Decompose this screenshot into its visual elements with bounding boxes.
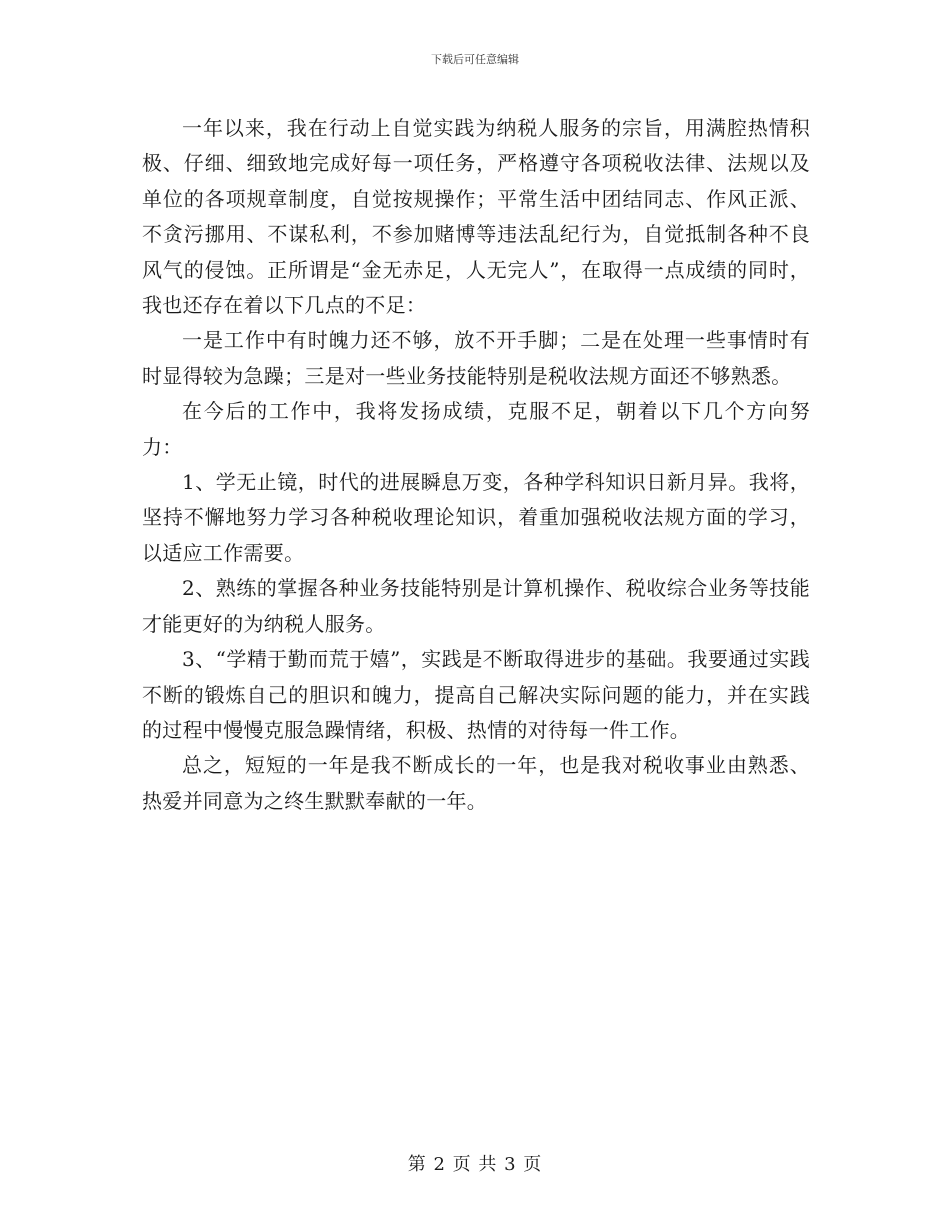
- document-body: [142, 111, 810, 819]
- paragraph-intro: 一年以来，我在行动上自觉实践为纳税人服务的宗旨，用满腔热情积极、仔细、细致地完成好每一项任务，严格遵守各项税收法律、法规以及单位的各项规章制度，自觉按规操作；平常生活中团结同志、作风正派、不贪污挪用、不谋私利，不参加赌博等违法乱纪行为，自觉抵制各种不良风气的侵蚀。正所谓是“金无赤足，人无完人”，在取得一点成绩的同时，我也还存在着以下几点的不足：: [142, 116, 810, 318]
- paragraph-item-1: 1、学无止镜，时代的进展瞬息万变，各种学科知识日新月异。我将，坚持不懈地努力学习各种税收理论知识，着重加强税收法规方面的学习，以适应工作需要。: [142, 470, 810, 565]
- paragraph-item-2: 2、熟练的掌握各种业务技能特别是计算机操作、税收综合业务等技能才能更好的为纳税人服务。: [142, 576, 810, 636]
- paragraph-direction: 在今后的工作中，我将发扬成绩，克服不足，朝着以下几个方向努力：: [142, 399, 810, 459]
- paragraph-item-3: 3、“学精于勤而荒于嬉”，实践是不断取得进步的基础。我要通过实践不断的锻炼自己的胆识和魄力，提高自己解决实际问题的能力，并在实践的过程中慢慢克服急躁情绪，积极、热情的对待每一件工作。: [142, 647, 810, 742]
- page-header-note: 下载后可任意编辑: [431, 53, 519, 66]
- paragraph-conclusion: 总之，短短的一年是我不断成长的一年，也是我对税收事业由熟悉、热爱并同意为之终生默默奉献的一年。: [142, 753, 810, 813]
- page-number-footer: 第 2 页 共 3 页: [407, 1154, 543, 1175]
- paragraph-shortcomings: 一是工作中有时魄力还不够，放不开手脚；二是在处理一些事情时有时显得较为急躁；三是对一些业务技能特别是税收法规方面还不够熟悉。: [142, 328, 810, 388]
